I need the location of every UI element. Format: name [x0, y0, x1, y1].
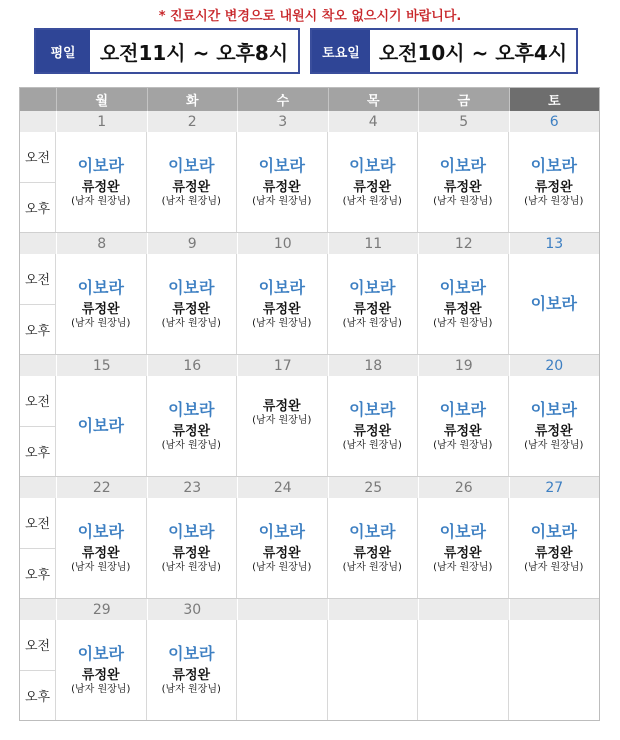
date-number: 11: [328, 233, 419, 254]
calendar-week: [20, 598, 599, 720]
doctor-ryu: 류정완: [172, 302, 211, 317]
doctor-ryu-note: (남자 원장님): [161, 562, 221, 573]
doctor-ryu-block: [433, 546, 492, 574]
doctor-ryu-note: (남자 원장님): [433, 196, 493, 207]
date-number: 20: [509, 355, 600, 376]
day-cell: [509, 254, 600, 354]
doctor-ryu-note: (남자 원장님): [161, 684, 221, 695]
doctor-ryu: 류정완: [443, 546, 482, 561]
doctor-lee: 이보라: [530, 400, 577, 419]
doctor-ryu: 류정완: [353, 424, 392, 439]
pm-label: 오후: [24, 689, 51, 705]
period-labels: [20, 254, 56, 354]
doctor-ryu-block: [71, 180, 130, 208]
date-number: 25: [328, 477, 419, 498]
doctor-ryu: 류정완: [353, 302, 392, 317]
header-tue: 화: [147, 88, 238, 111]
doctor-lee: 이보라: [439, 400, 486, 419]
saturday-tag: 토요일: [312, 30, 370, 72]
doctor-lee: 이보라: [168, 278, 215, 297]
am-label: 오전: [20, 132, 55, 183]
day-cell: [56, 498, 147, 598]
doctor-ryu-block: [162, 424, 221, 452]
period-labels: [20, 620, 56, 720]
doctor-lee: 이보라: [349, 400, 396, 419]
weekday-hours-box: [34, 28, 300, 74]
doctor-ryu-block: [343, 180, 402, 208]
doctor-lee: 이보라: [258, 156, 305, 175]
date-number: 26: [418, 477, 509, 498]
date-number: 2: [147, 111, 238, 132]
doctor-ryu-block: [252, 302, 311, 330]
doctor-ryu-block: [252, 180, 311, 208]
date-number: 27: [509, 477, 600, 498]
day-cell: [418, 254, 509, 354]
day-cell: [237, 132, 328, 232]
date-number: 12: [418, 233, 509, 254]
date-number: 6: [509, 111, 600, 132]
doctor-ryu-note: (남자 원장님): [252, 196, 312, 207]
day-cell: [147, 254, 238, 354]
doctor-ryu-note: (남자 원장님): [524, 196, 584, 207]
date-number: 8: [56, 233, 147, 254]
doctor-lee: 이보라: [530, 522, 577, 541]
doctor-ryu: 류정완: [262, 302, 301, 317]
pm-label: 오후: [24, 201, 51, 217]
calendar-week: [20, 354, 599, 476]
doctor-ryu-note: (남자 원장님): [342, 440, 402, 451]
date-number: [509, 599, 600, 620]
doctor-ryu-block: [433, 180, 492, 208]
day-cell: [509, 498, 600, 598]
date-number: [328, 599, 419, 620]
doctor-ryu-block: [162, 546, 221, 574]
doctor-lee: 이보라: [77, 416, 124, 435]
date-row-corner: [20, 477, 56, 498]
date-number: 19: [418, 355, 509, 376]
header-fri: 금: [418, 88, 509, 111]
doctor-ryu-block: [252, 546, 311, 574]
doctor-ryu-note: (남자 원장님): [71, 562, 131, 573]
doctor-ryu: 류정완: [81, 546, 120, 561]
header-corner: [20, 88, 56, 111]
day-cell: [328, 254, 419, 354]
doctor-ryu: 류정완: [262, 546, 301, 561]
doctor-lee: 이보라: [349, 156, 396, 175]
doctor-lee: 이보라: [530, 294, 577, 313]
doctor-ryu-note: (남자 원장님): [524, 440, 584, 451]
date-number: 29: [56, 599, 147, 620]
header-wed: 수: [237, 88, 328, 111]
doctor-ryu: 류정완: [81, 668, 120, 683]
doctor-ryu: 류정완: [534, 546, 573, 561]
doctor-ryu-block: [162, 302, 221, 330]
date-number: 4: [328, 111, 419, 132]
weekday-tag: 평일: [36, 30, 90, 72]
doctor-lee: 이보라: [77, 278, 124, 297]
day-cell: [418, 620, 509, 720]
date-number: 13: [509, 233, 600, 254]
calendar-week: [20, 232, 599, 354]
date-row-corner: [20, 355, 56, 376]
doctor-lee: 이보라: [168, 522, 215, 541]
doctor-ryu-block: [162, 180, 221, 208]
doctor-lee: 이보라: [530, 156, 577, 175]
doctor-ryu: 류정완: [81, 302, 120, 317]
doctor-ryu-note: (남자 원장님): [161, 318, 221, 329]
doctor-ryu-note: (남자 원장님): [161, 440, 221, 451]
day-cell: [147, 620, 238, 720]
doctor-ryu-note: (남자 원장님): [71, 318, 131, 329]
header-thu: 목: [328, 88, 419, 111]
doctor-ryu: 류정완: [172, 180, 211, 195]
doctor-lee: 이보라: [258, 522, 305, 541]
doctor-ryu-note: (남자 원장님): [71, 196, 131, 207]
date-row-corner: [20, 599, 56, 620]
date-number: 23: [147, 477, 238, 498]
doctor-ryu-block: [524, 424, 583, 452]
date-number: 5: [418, 111, 509, 132]
date-number: 24: [237, 477, 328, 498]
doctor-ryu-note: (남자 원장님): [252, 318, 312, 329]
pm-label: 오후: [24, 445, 51, 461]
day-cell: [328, 620, 419, 720]
doctor-ryu-note: (남자 원장님): [433, 562, 493, 573]
day-cell: [147, 376, 238, 476]
calendar-week: [20, 111, 599, 232]
saturday-hours: 오전10시 ~ 오후4시: [378, 40, 568, 65]
day-cell: [509, 376, 600, 476]
date-number: [237, 599, 328, 620]
doctor-ryu-note: (남자 원장님): [524, 562, 584, 573]
doctor-ryu-block: [343, 302, 402, 330]
am-label: 오전: [20, 254, 55, 305]
day-cell: [56, 254, 147, 354]
doctor-ryu: 류정완: [353, 180, 392, 195]
doctor-lee: 이보라: [258, 278, 305, 297]
doctor-ryu: 류정완: [81, 180, 120, 195]
date-number: 22: [56, 477, 147, 498]
doctor-ryu-block: [71, 546, 130, 574]
pm-label: 오후: [24, 323, 51, 339]
date-number: 18: [328, 355, 419, 376]
day-cell: [56, 376, 147, 476]
period-labels: [20, 132, 56, 232]
date-number: 9: [147, 233, 238, 254]
day-cell: [418, 498, 509, 598]
doctor-lee: 이보라: [349, 522, 396, 541]
doctor-ryu: 류정완: [534, 180, 573, 195]
day-cell: [237, 620, 328, 720]
header-sat: 토: [509, 88, 600, 111]
weekday-header-row: [20, 88, 599, 111]
doctor-lee: 이보라: [168, 400, 215, 419]
calendar-weeks: [20, 111, 599, 720]
day-cell: [328, 376, 419, 476]
doctor-ryu-block: [343, 546, 402, 574]
doctor-ryu: 류정완: [443, 180, 482, 195]
saturday-hours-box: [310, 28, 578, 74]
weekday-hours: 오전11시 ~ 오후8시: [99, 40, 289, 65]
doctor-lee: 이보라: [168, 644, 215, 663]
doctor-ryu-block: [71, 302, 130, 330]
day-cell: [237, 376, 328, 476]
am-label: 오전: [20, 620, 55, 671]
doctor-ryu: 류정완: [443, 302, 482, 317]
date-number: 17: [237, 355, 328, 376]
day-cell: [328, 498, 419, 598]
calendar-week: [20, 476, 599, 598]
doctor-ryu-note: (남자 원장님): [161, 196, 221, 207]
doctor-lee: 이보라: [168, 156, 215, 175]
day-cell: [56, 620, 147, 720]
doctor-ryu-note: (남자 원장님): [433, 440, 493, 451]
doctor-ryu: 류정완: [534, 424, 573, 439]
pm-label: 오후: [24, 567, 51, 583]
doctor-ryu-block: [252, 399, 311, 427]
doctor-ryu: 류정완: [262, 180, 301, 195]
day-cell: [418, 376, 509, 476]
doctor-ryu-block: [162, 668, 221, 696]
doctor-lee: 이보라: [77, 522, 124, 541]
doctor-ryu-note: (남자 원장님): [252, 562, 312, 573]
doctor-ryu-note: (남자 원장님): [342, 318, 402, 329]
schedule-calendar: [19, 87, 600, 721]
header-mon: 월: [56, 88, 147, 111]
day-cell: [147, 498, 238, 598]
day-cell: [237, 254, 328, 354]
am-label: 오전: [20, 498, 55, 549]
doctor-ryu-note: (남자 원장님): [71, 684, 131, 695]
period-labels: [20, 376, 56, 476]
day-cell: [418, 132, 509, 232]
am-label: 오전: [20, 376, 55, 427]
day-cell: [509, 620, 600, 720]
doctor-ryu-block: [524, 180, 583, 208]
date-row-corner: [20, 111, 56, 132]
doctor-ryu-block: [71, 668, 130, 696]
doctor-ryu: 류정완: [262, 399, 301, 414]
date-row-corner: [20, 233, 56, 254]
date-number: 15: [56, 355, 147, 376]
date-number: 10: [237, 233, 328, 254]
period-labels: [20, 498, 56, 598]
doctor-ryu-block: [433, 302, 492, 330]
doctor-ryu-note: (남자 원장님): [433, 318, 493, 329]
date-number: 30: [147, 599, 238, 620]
doctor-ryu-block: [524, 546, 583, 574]
doctor-lee: 이보라: [439, 522, 486, 541]
doctor-ryu-block: [343, 424, 402, 452]
date-number: 3: [237, 111, 328, 132]
day-cell: [328, 132, 419, 232]
doctor-ryu: 류정완: [172, 546, 211, 561]
day-cell: [56, 132, 147, 232]
doctor-ryu: 류정완: [353, 546, 392, 561]
day-cell: [237, 498, 328, 598]
doctor-ryu: 류정완: [172, 424, 211, 439]
doctor-ryu-note: (남자 원장님): [342, 562, 402, 573]
doctor-ryu: 류정완: [443, 424, 482, 439]
doctor-lee: 이보라: [439, 156, 486, 175]
doctor-ryu-note: (남자 원장님): [342, 196, 402, 207]
doctor-lee: 이보라: [439, 278, 486, 297]
doctor-ryu-block: [433, 424, 492, 452]
doctor-lee: 이보라: [349, 278, 396, 297]
day-cell: [147, 132, 238, 232]
date-number: 1: [56, 111, 147, 132]
doctor-lee: 이보라: [77, 644, 124, 663]
schedule-notice: * 진료시간 변경으로 내원시 착오 없으시기 바랍니다.: [158, 9, 462, 24]
date-number: [418, 599, 509, 620]
doctor-ryu: 류정완: [172, 668, 211, 683]
doctor-ryu-note: (남자 원장님): [252, 415, 312, 426]
doctor-lee: 이보라: [77, 156, 124, 175]
day-cell: [509, 132, 600, 232]
date-number: 16: [147, 355, 238, 376]
